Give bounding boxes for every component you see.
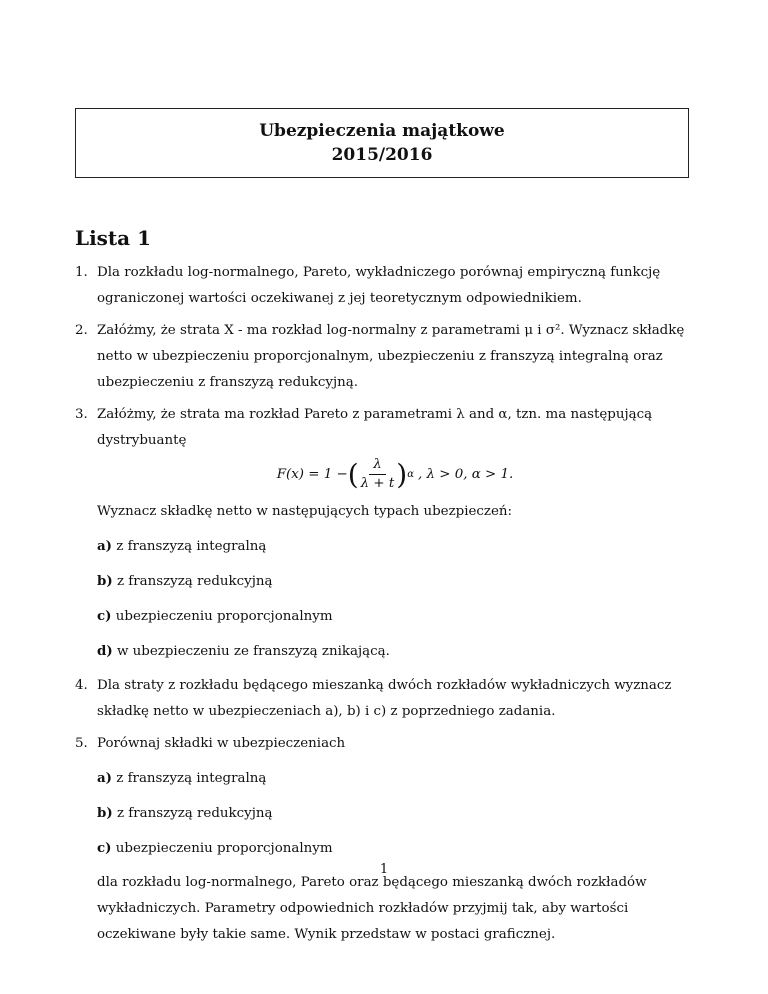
exercise-3 — [75, 402, 693, 665]
subitem-b — [97, 800, 693, 827]
subitem-d — [97, 638, 693, 665]
subitem-a — [97, 533, 693, 560]
page-number: 1 — [379, 862, 389, 877]
formula-lhs: F(x) = 1 − — [276, 466, 348, 482]
exercise-text: Porównaj składki w ubezpieczeniach — [97, 736, 346, 751]
exercise-text: Dla rozkładu log-normalnego, Pareto, wykładniczego porównaj empiryczną funkcję ograniczonej wartości oczekiwanej z jej teoretycznym odpowiednikiem. — [97, 265, 661, 306]
subitem-text: z franszyzą integralną — [116, 539, 267, 554]
subitem-text: z franszyzą integralną — [116, 771, 267, 786]
subitem-label: c) — [97, 840, 112, 856]
exercise-5 — [75, 731, 693, 948]
exercise-text: Załóżmy, że strata X - ma rozkład log-normalny z parametrami μ i σ². Wyznacz składkę netto w ubezpieczeniu proporcjonalnym, ubezpieczeniu z franszyzą integralną oraz ubezpieczeniu z franszyzą redukcyjną. — [97, 323, 685, 390]
subitem-label: b) — [97, 805, 113, 821]
document-title: Ubezpieczenia majątkowe — [259, 121, 505, 141]
left-paren: ( — [347, 457, 359, 491]
subitem-text: ubezpieczeniu proporcjonalnym — [115, 841, 333, 856]
subitem-text: ubezpieczeniu proporcjonalnym — [115, 609, 333, 624]
subitem-label: b) — [97, 573, 113, 589]
exercise-4 — [75, 673, 693, 725]
fraction — [361, 456, 395, 493]
title-box — [75, 108, 689, 178]
exercise-number: 2. — [75, 323, 88, 338]
exercise-2 — [75, 318, 693, 396]
subitem-label: d) — [97, 643, 113, 659]
exercise-text: Dla straty z rozkładu będącego mieszanką dwóch rozkładów wykładniczych wyznacz składkę netto w ubezpieczeniach a), b) i c) z poprzedniego zadania. — [97, 678, 672, 719]
formula-condition: , λ > 0, α > 1. — [417, 466, 514, 482]
exercise-number: 1. — [75, 265, 88, 280]
exercise-1 — [75, 260, 693, 312]
subitem-text: z franszyzą redukcyjną — [116, 806, 273, 821]
exercise-number: 4. — [75, 678, 88, 693]
subitem-label: a) — [97, 538, 113, 554]
fraction-numerator: λ — [369, 456, 386, 475]
subitem-label: c) — [97, 608, 112, 624]
subitem-c — [97, 835, 693, 862]
exercise-followup: dla rozkładu log-normalnego, Pareto oraz będącego mieszanką dwóch rozkładów wykładniczych. Parametry odpowiednich rozkładów przyjmij tak, aby wartości oczekiwane były takie same. Wynik przedstaw w postaci graficznej. — [97, 875, 647, 942]
pareto-cdf-formula — [97, 456, 693, 493]
subitem-text: w ubezpieczeniu ze franszyzą znikającą. — [116, 644, 390, 659]
formula-exponent: α — [407, 468, 414, 480]
exercise-number: 5. — [75, 736, 88, 751]
academic-year: 2015/2016 — [331, 145, 433, 165]
section-heading: Lista 1 — [75, 226, 151, 250]
exercise-list — [75, 260, 693, 954]
subitem-text: z franszyzą redukcyjną — [116, 574, 273, 589]
exercise-followup: Wyznacz składkę netto w następujących typach ubezpieczeń: — [97, 504, 513, 519]
subitem-a — [97, 765, 693, 792]
subitem-b — [97, 568, 693, 595]
exercise-number: 3. — [75, 407, 88, 422]
subitem-c — [97, 603, 693, 630]
right-paren: ) — [396, 457, 408, 491]
fraction-denominator: λ + t — [360, 476, 395, 491]
subitem-label: a) — [97, 770, 113, 786]
exercise-text: Załóżmy, że strata ma rozkład Pareto z parametrami λ and α, tzn. ma następującą dystrybuantę — [97, 407, 653, 448]
